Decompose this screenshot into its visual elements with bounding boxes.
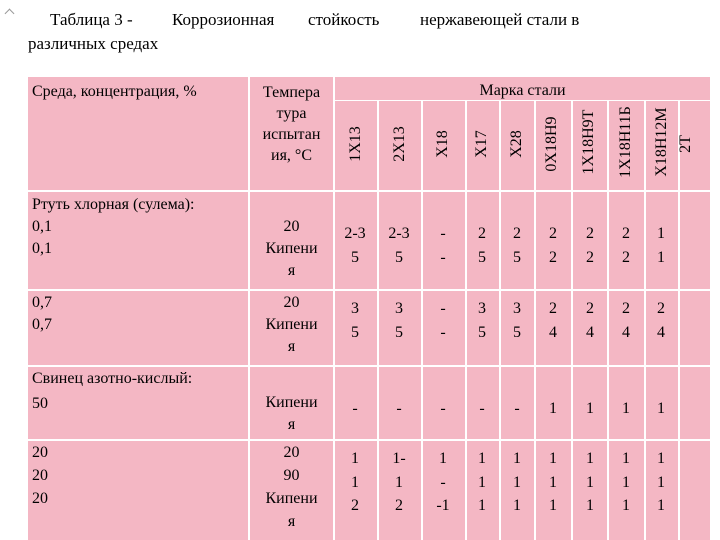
caption-part-3: стойкость [308, 10, 380, 29]
value-cell: 1 [478, 474, 486, 491]
row2-temp-line-3: я [287, 338, 296, 355]
value-cell: 1 [622, 497, 630, 514]
value-cell: 2 [657, 300, 665, 317]
value-cell: 3 [478, 300, 486, 317]
row4-env-line-1: 20 [32, 444, 48, 461]
value-cell: 2 [586, 249, 594, 266]
caption-line-1 [50, 8, 690, 32]
value-cell: 2-3 [388, 225, 410, 242]
grade-header-X28: Х28 [508, 130, 525, 158]
value-cell: 5 [351, 324, 359, 341]
row1-env-line-1: Ртуть хлорная (сулема): [32, 196, 195, 213]
corner-decoration [5, 9, 15, 19]
row3-temp-line-2: я [287, 416, 296, 433]
temp-header-line-1: Темпера [262, 84, 321, 101]
row3-temperature [250, 392, 333, 436]
value-cell: 2 [622, 300, 630, 317]
value-cell: 2 [513, 225, 521, 242]
value-cell: 5 [351, 249, 359, 266]
caption-part-2: Коррозионная [172, 10, 275, 29]
value-cell: - [352, 400, 358, 417]
value-cell: 1 [657, 249, 665, 266]
value-cell: 1 [622, 400, 630, 417]
value-cell: 2-3 [344, 225, 366, 242]
temp-header-line-2: тура [276, 105, 307, 122]
value-cell: 1 [549, 474, 557, 491]
value-cell: 1 [657, 450, 665, 467]
row2-environment [32, 292, 248, 336]
value-cell: 2 [622, 249, 630, 266]
value-cell: 1 [351, 450, 359, 467]
table-caption [28, 8, 690, 56]
grade-header-2T: 2Т [677, 135, 694, 153]
row4-environment [32, 441, 248, 510]
value-cell: 2 [351, 497, 359, 514]
value-cell: - [440, 300, 446, 317]
row4-temp-line-2: 90 [283, 467, 300, 484]
value-cell: 1 [586, 400, 594, 417]
row4-temperature [250, 441, 333, 533]
value-cell: 1 [439, 450, 447, 467]
value-cell: 1 [586, 497, 594, 514]
row2-temperature [250, 292, 333, 358]
grade-header-1X13: 1Х13 [347, 126, 364, 162]
value-cell: 5 [478, 324, 486, 341]
grade-header-X18H12M: Х18Н12М [653, 107, 670, 177]
row1-environment [32, 194, 248, 260]
value-cell: 1 [549, 497, 557, 514]
temperature-column-header [250, 82, 333, 166]
caption-line-2: различных средах [28, 34, 159, 53]
value-cell: 1 [622, 474, 630, 491]
temp-header-line-4: ия, °С [271, 147, 312, 164]
value-cell: 1 [657, 474, 665, 491]
row2-temp-line-1: 20 [283, 294, 300, 311]
value-cell: 3 [395, 300, 403, 317]
value-cell: 2 [586, 225, 594, 242]
row4-env-line-2: 20 [32, 467, 48, 484]
value-cell: 1 [513, 497, 521, 514]
value-cell: 1 [478, 450, 486, 467]
row4-temp-line-1: 20 [283, 444, 300, 461]
row1-temp-line-3: я [287, 262, 296, 279]
value-cell: 1 [351, 474, 359, 491]
value-cell: 2 [586, 300, 594, 317]
value-cell: 1 [549, 400, 557, 417]
value-cell: 2 [395, 497, 403, 514]
value-cell: 4 [549, 324, 557, 341]
value-cell: 5 [395, 324, 403, 341]
row2-env-line-2: 0,7 [32, 316, 52, 333]
value-cell: 1 [657, 225, 665, 242]
value-cell: - [514, 400, 520, 417]
value-cell: 1 [586, 450, 594, 467]
row1-temperature [250, 216, 333, 282]
row1-temp-line-2: Кипени [265, 240, 318, 257]
value-cell: 1 [657, 400, 665, 417]
value-cell: -1 [436, 497, 450, 514]
value-cell: 1 [549, 450, 557, 467]
row1-env-line-2: 0,1 [32, 218, 52, 235]
steel-grade-group-header: Марка стали [479, 82, 566, 99]
caption-part-4: нержавеющей стали в [420, 10, 580, 29]
grade-header-1X18H11B: 1Х18Н11Б [617, 106, 634, 178]
value-cell: 2 [478, 225, 486, 242]
value-cell: - [440, 225, 446, 242]
row4-temp-line-4: я [287, 513, 296, 530]
value-cell: 4 [586, 324, 594, 341]
row3-env-line-1: Свинец азотно-кислый: [32, 370, 193, 387]
value-cell: 1 [657, 497, 665, 514]
grade-header-2X13: 2Х13 [391, 126, 408, 162]
value-cell: - [440, 249, 446, 266]
row3-temp-line-1: Кипени [265, 394, 318, 411]
value-cell: 4 [622, 324, 630, 341]
value-cell: 1 [622, 450, 630, 467]
value-cell: 4 [657, 324, 665, 341]
row1-temp-line-1: 20 [283, 218, 300, 235]
corrosion-table [28, 77, 710, 540]
row3-env-line-2: 50 [32, 395, 48, 412]
grade-header-X18: Х18 [434, 130, 451, 158]
value-cell: 1 [586, 474, 594, 491]
value-cell: 5 [513, 324, 521, 341]
row4-env-line-3: 20 [32, 490, 48, 507]
caption-part-1: Таблица 3 - [50, 10, 133, 29]
value-cell: 1- [392, 450, 406, 467]
value-cell: 5 [395, 249, 403, 266]
value-cell: - [440, 400, 446, 417]
grade-header-X17: Х17 [473, 130, 490, 158]
temp-header-line-3: испытан [262, 126, 321, 143]
grade-header-0X18H9: 0Х18Н9 [543, 116, 560, 172]
value-cell: 1 [395, 474, 403, 491]
row3-environment [32, 366, 248, 416]
value-cell: 5 [513, 249, 521, 266]
row4-temp-line-3: Кипени [265, 490, 318, 507]
value-cell: - [396, 400, 402, 417]
value-cell: 1 [478, 497, 486, 514]
value-cell: 2 [549, 225, 557, 242]
value-cell: 1 [513, 474, 521, 491]
value-cell: 5 [478, 249, 486, 266]
row2-temp-line-2: Кипени [265, 316, 318, 333]
value-cell: 2 [549, 249, 557, 266]
grade-header-1X18H9T: 1Х18Н9Т [580, 109, 597, 175]
value-cell: 3 [513, 300, 521, 317]
value-cell: 2 [549, 300, 557, 317]
row1-env-line-3: 0,1 [32, 240, 52, 257]
row2-env-line-1: 0,7 [32, 294, 52, 311]
value-cell: - [440, 324, 446, 341]
value-cell: 2 [622, 225, 630, 242]
value-cell: - [440, 474, 446, 491]
value-cell: 1 [513, 450, 521, 467]
env-column-header: Среда, концентрация, % [32, 83, 197, 100]
value-cell: - [479, 400, 485, 417]
value-cell: 3 [351, 300, 359, 317]
